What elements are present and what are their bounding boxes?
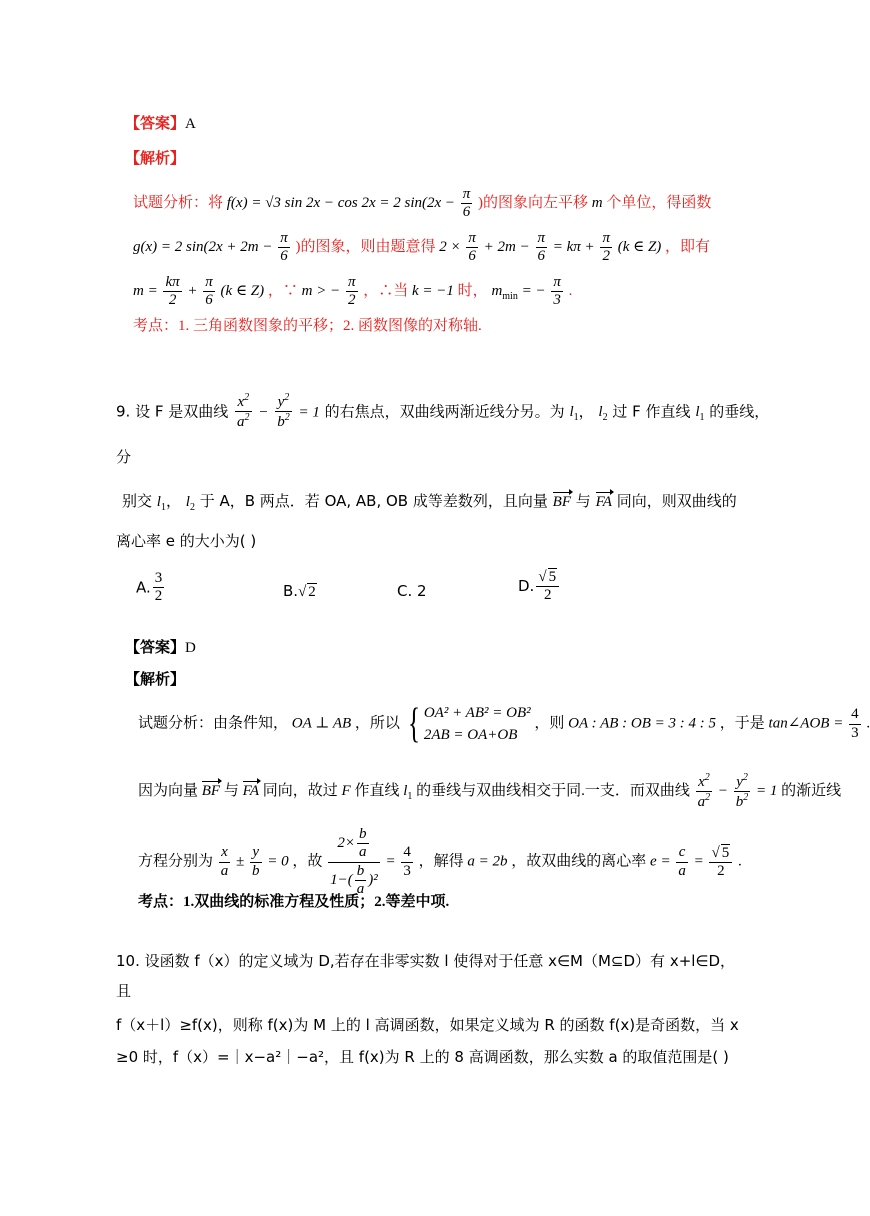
q9-analysis-label: 【解析】 — [125, 672, 186, 688]
q9-stem-line-1: 9. 设 F 是双曲线 $\frac{x^2}{a^2}$ − $\frac{y^2}{b^2}$ = 1 的右焦点，双曲线两渐近线分另。为 $l_1$， $l_2$ 过 F 作直线 $l_1$ 的垂线， — [116, 392, 770, 431]
q8-analysis-label: 【解析】 — [125, 151, 186, 167]
q10-stem-line-3: f（x＋l）≥f(x)，则称 f(x)为 M 上的 l 高调函数，如果定义域为 R 的函数 f(x)是奇函数，当 x — [116, 1016, 739, 1034]
vector-fa: FA — [595, 494, 612, 510]
q8-solution-line-3: m = $\frac{k\pi}{2}$ + $\frac{\pi}{6}$ (k ∈ Z) ，∵ m > − $\frac{\pi}{2}$ ，∴当 k = −1 时， $m_{min}$ = − $\frac{\pi}{3}$ . — [133, 274, 573, 309]
q8-answer — [125, 112, 196, 133]
q9-kaodian: 考点：1.双曲线的标准方程及性质；2.等差中项. — [138, 894, 450, 910]
q8-kaodian: 考点：1. 三角函数图象的平移；2. 函数图像的对称轴. — [133, 318, 482, 334]
q9-solution-line-1: 试题分析：由条件知， OA ⊥ AB ，所以 { OA² + AB² = OB² 2AB = OA+OB ，则 OA : AB : OB = 3 : 4 : 5 ，于是 tan∠AOB = $\frac{4}{3}$ . — [138, 701, 870, 747]
q9-stem-line-2: 分 — [116, 448, 132, 466]
answer-label: 【答案】 — [125, 116, 186, 132]
q10-stem-line-2: 且 — [116, 982, 132, 1000]
answer-value: A — [185, 116, 196, 132]
q9-solution-line-2: 因为向量 BF 与 FA 同向，故过 F 作直线 $l_1$ 的垂线与双曲线相交于同.一支．而双曲线 $\frac{x^2}{a^2}$ − $\frac{y^2}{b^2}$ = 1 的渐近线 — [138, 772, 842, 811]
q9-option-c[interactable]: C. 2 — [397, 582, 427, 600]
q9-solution-line-3: 方程分别为 $\frac{x}{a}$ ± $\frac{y}{b}$ = 0 ，故 2× $\frac{b}{a}$ 1−( $\frac{b}{a}$ )² = $\frac{4}{3}$ ，解得 a = 2b ，故双曲线的离心率 e = $\frac{c}{a}$ = $\frac{√ 5}{2}$ . — [138, 826, 742, 897]
q9-answer: 【答案】D — [125, 640, 196, 656]
q8-solution-line-1: 试题分析：将 f(x) = √3 sin 2x − cos 2x = 2 sin(2x − $\frac{\pi}{6}$ )的图象向左平移 m 个单位，得函数 — [133, 186, 712, 221]
q9-stem-line-3: 别交 $l_1$， $l_2$ 于 A，B 两点．若 OA, AB, OB 成等差数列，且向量 BF 与 FA 同向，则双曲线的 — [122, 492, 737, 513]
q9-option-d[interactable]: D. $\frac{√ 5}{2}$ — [518, 568, 561, 605]
q9-option-b[interactable]: B.√ 2 — [283, 582, 316, 600]
q9-option-a[interactable]: A. $\frac{3}{2}$ — [136, 570, 163, 605]
vector-bf: BF — [552, 494, 571, 510]
q10-stem-line-4: ≥0 时，f（x）=｜x−a²｜−a²，且 f(x)为 R 上的 8 高调函数，那么实数 a 的取值范围是( ) — [116, 1048, 729, 1066]
q10-stem-line-1: 10. 设函数 f（x）的定义域为 D,若存在非零实数 l 使得对于任意 x∈M（M⊆D）有 x+l∈D， — [116, 952, 736, 970]
q8-solution-line-2: g(x) = 2 sin(2x + 2m − $\frac{\pi}{6}$ )的图象，则由题意得 2 × $\frac{\pi}{6}$ + 2m − $\frac{\pi}{6}$ = kπ + $\frac{\pi}{2}$ (k ∈ Z) ，即有 — [133, 230, 711, 265]
q9-stem-line-4: 离心率 e 的大小为( ) — [116, 532, 257, 550]
